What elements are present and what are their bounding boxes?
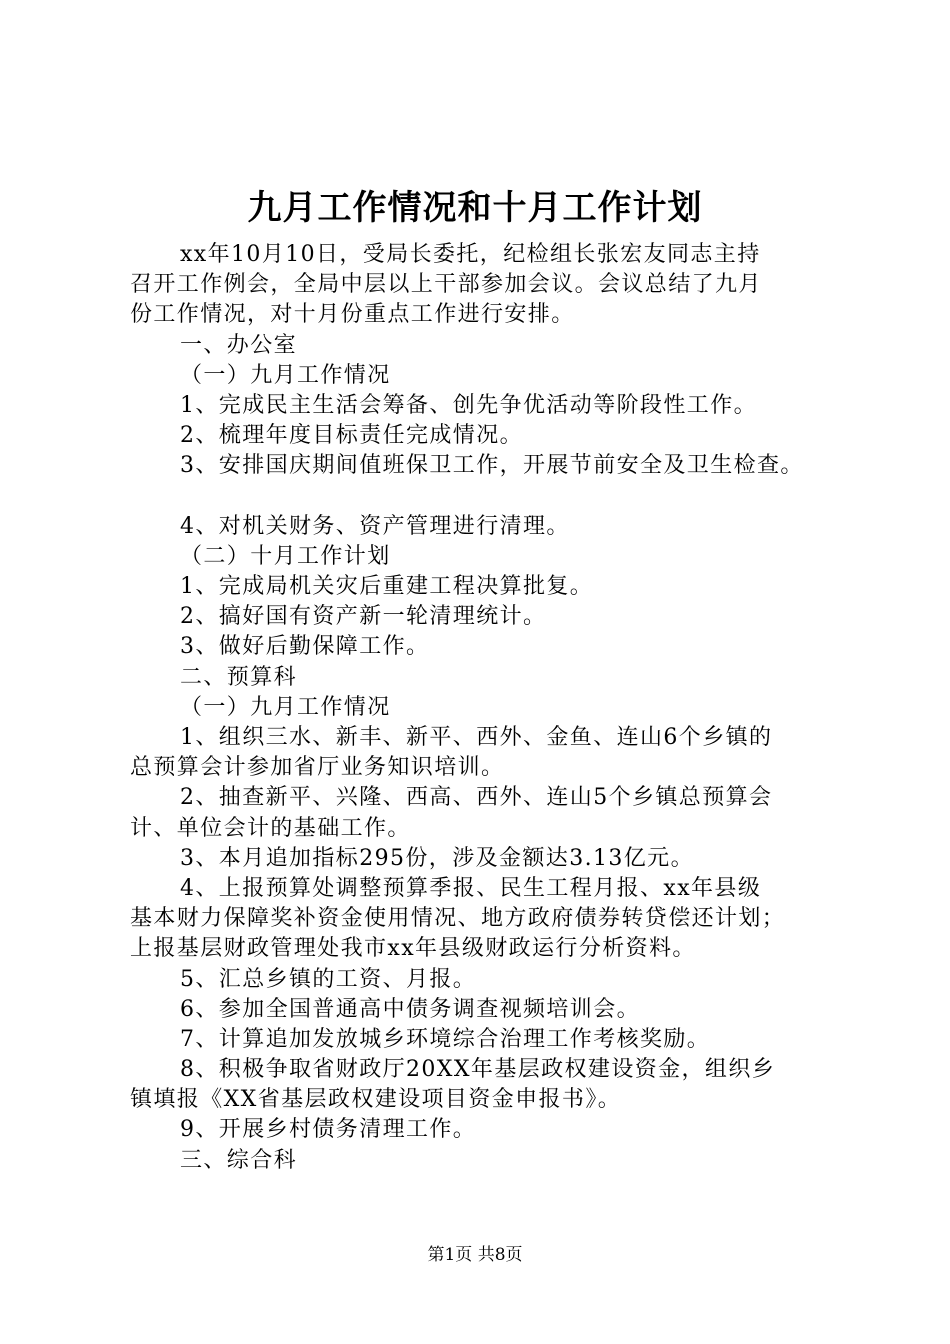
paragraph-line: 5、汇总乡镇的工资、月报。	[180, 966, 477, 992]
paragraph-line: 二、预算科	[180, 664, 298, 690]
paragraph-line: 上报基层财政管理处我市xx年县级财政运行分析资料。	[130, 936, 696, 962]
paragraph-line: 召开工作例会，全局中层以上干部参加会议。会议总结了九月	[130, 272, 762, 298]
paragraph-line: 3、安排国庆期间值班保卫工作，开展节前安全及卫生检查。	[180, 453, 804, 479]
paragraph-line: 2、搞好国有资产新一轮清理统计。	[180, 604, 547, 630]
paragraph-line: 计、单位会计的基础工作。	[130, 815, 411, 841]
paragraph-line: 6、参加全国普通高中债务调查视频培训会。	[180, 996, 640, 1022]
paragraph-line: 3、本月追加指标295份，涉及金额达3.13亿元。	[180, 845, 694, 871]
paragraph-line: xx年10月10日，受局长委托，纪检组长张宏友同志主持	[180, 242, 761, 267]
paragraph-line: 份工作情况，对十月份重点工作进行安排。	[130, 302, 575, 328]
paragraph-line: 1、完成局机关灾后重建工程决算批复。	[180, 574, 594, 600]
paragraph-line: 4、对机关财务、资产管理进行清理。	[180, 513, 570, 539]
paragraph-line: 三、综合科	[180, 1147, 298, 1173]
paragraph-line: 2、抽查新平、兴隆、西高、西外、连山5个乡镇总预算会	[180, 785, 773, 811]
document-body	[130, 240, 852, 1176]
paragraph-line: 8、积极争取省财政厅20XX年基层政权建设资金，组织乡	[180, 1057, 776, 1083]
paragraph-line: （一）九月工作情况	[180, 362, 391, 388]
paragraph-line: 3、做好后勤保障工作。	[180, 634, 430, 660]
paragraph-line: 1、完成民主生活会筹备、创先争优活动等阶段性工作。	[180, 392, 757, 418]
paragraph-line: 总预算会计参加省厅业务知识培训。	[130, 755, 505, 781]
blank-line	[130, 482, 852, 512]
paragraph-line: 4、上报预算处调整预算季报、民生工程月报、xx年县级	[180, 875, 762, 901]
paragraph-line: 镇填报《XX省基层政权建设项目资金申报书》。	[130, 1087, 622, 1113]
paragraph-line: 2、梳理年度目标责任完成情况。	[180, 423, 523, 449]
paragraph-line: 基本财力保障奖补资金使用情况、地方政府债券转贷偿还计划；	[130, 906, 786, 932]
paragraph-line: 一、办公室	[180, 332, 298, 358]
paragraph-line: 9、开展乡村债务清理工作。	[180, 1117, 477, 1143]
document-title: 九月工作情况和十月工作计划	[247, 188, 703, 228]
paragraph-line: （一）九月工作情况	[180, 694, 391, 720]
paragraph-line: 7、计算追加发放城乡环境综合治理工作考核奖励。	[180, 1026, 711, 1052]
paragraph-line: 1、组织三水、新丰、新平、西外、金鱼、连山6个乡镇的	[180, 725, 773, 750]
paragraph-line: （二）十月工作计划	[180, 543, 391, 569]
page-footer: 第1页 共8页	[427, 1245, 523, 1265]
